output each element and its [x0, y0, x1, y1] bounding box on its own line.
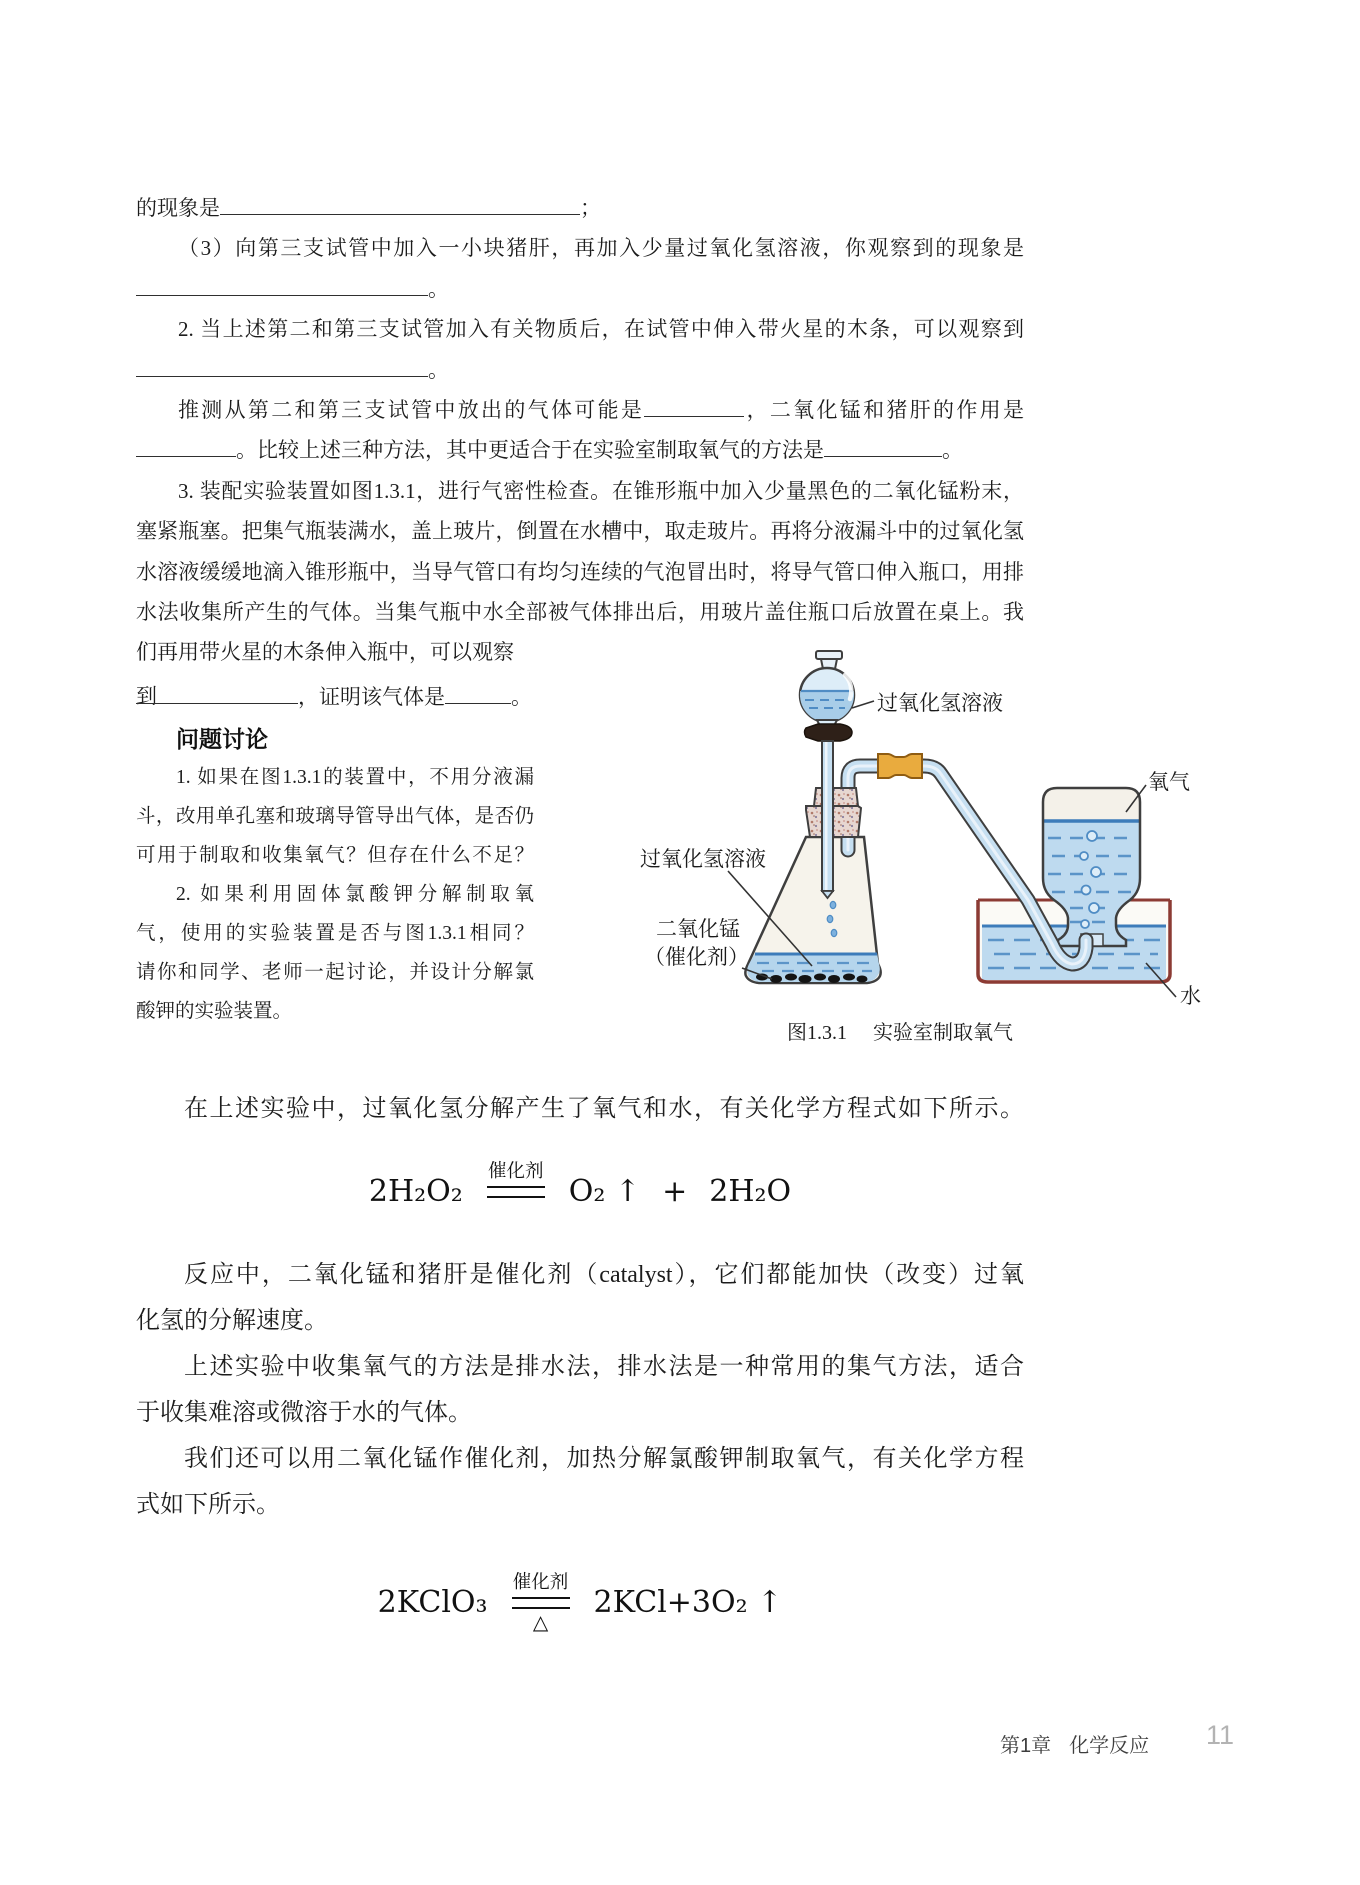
eq2-lhs: 2KClO₃: [377, 1585, 488, 1620]
tube-highlight: [825, 742, 828, 890]
eq1-rhs-water: 2H₂O: [709, 1174, 792, 1209]
label-catalyst: （催化剂）: [644, 945, 749, 969]
funnel-mouth: [816, 651, 842, 659]
text-line: [136, 430, 1024, 470]
text-line: （3）向第三支试管中加入一小块猪肝，再加入少量过氧化氢溶液，你观察到的现象是: [178, 236, 1024, 261]
text-line: [136, 350, 1024, 390]
figure-caption-number: 图1.3.1: [787, 1022, 847, 1044]
line-text: 。: [428, 276, 449, 301]
fill-in-blank: [220, 194, 580, 215]
line-text: 推测从第二和第三支试管中放出的气体可能是: [178, 397, 645, 422]
footer-chapter: 第1章: [1000, 1735, 1052, 1757]
label-water: 水: [1180, 984, 1201, 1008]
discussion-line: 1. 如果在图1.3.1的装置中，不用分液漏: [176, 767, 534, 788]
leader-funnel-liquid: [852, 701, 874, 708]
text-line: [136, 269, 1024, 309]
narrative-section: [136, 1086, 1024, 1678]
discussion-line: 2. 如果利用固体氯酸钾分解制取氧: [176, 884, 534, 905]
discussion-line: 酸钾的实验装置。: [136, 1001, 293, 1022]
text-line: 化氢的分解速度。: [136, 1308, 328, 1334]
equals-double-line: [512, 1597, 570, 1609]
fill-in-blank: [136, 683, 298, 704]
left-column: [136, 630, 534, 1031]
label-funnel-liquid: 过氧化氢溶液: [877, 691, 1003, 715]
line-text: 。比较上述三种方法，其中更适合于在实验室制取氧气的方法是: [236, 438, 824, 463]
heat-triangle: △: [532, 1610, 549, 1634]
funnel-liquid: [800, 691, 854, 722]
page-footer: [1000, 1729, 1149, 1758]
discussion-line: 请你和同学、老师一起讨论，并设计分解氯: [136, 962, 534, 983]
text-line: 我们还可以用二氧化锰作催化剂，加热分解氯酸钾制取氧气，有关化学方程: [184, 1446, 1024, 1472]
figure-caption-title: 实验室制取氧气: [873, 1022, 1013, 1044]
fill-in-blank: [136, 436, 236, 457]
page-number: 11: [1206, 1720, 1235, 1750]
line-text: 。: [511, 685, 532, 709]
eq1-rhs-gas: O₂ ↑: [568, 1174, 641, 1209]
text-line: 于收集难溶或微溶于水的气体。: [136, 1400, 472, 1426]
line-text: ，二氧化锰和猪肝的作用是: [744, 397, 1024, 422]
line-text: 。: [428, 357, 449, 382]
fill-in-blank: [824, 436, 942, 457]
eq2-condition-stack: [512, 1573, 570, 1634]
text-line: 塞紧瓶塞。把集气瓶装满水，盖上玻片，倒置在水槽中，取走玻片。再将分液漏斗中的过氧化氢: [136, 519, 1024, 544]
line-text: ；: [580, 196, 601, 220]
text-line: 水法收集所产生的气体。当集气瓶中水全部被气体排出后，用玻片盖住瓶口后放置在桌上。我: [136, 599, 1024, 624]
discussion-line: 可用于制取和收集氧气？但存在什么不足？: [136, 845, 534, 866]
discussion-line: 气，使用的实验装置是否与图1.3.1相同？: [136, 923, 534, 944]
eq1-condition-stack: [487, 1162, 545, 1198]
label-oxygen: 氧气: [1148, 770, 1190, 794]
text-line: [136, 674, 534, 720]
discussion-line: 斗，改用单孔塞和玻璃导管导出气体，是否仍: [136, 806, 534, 827]
discussion-heading: 问题讨论: [176, 726, 268, 752]
fill-in-blank: [445, 683, 511, 704]
text-line: [136, 188, 1024, 228]
text-line: 式如下所示。: [136, 1492, 280, 1518]
text-line: 反应中，二氧化锰和猪肝是催化剂（catalyst），它们都能加快（改变）过氧: [184, 1262, 1024, 1288]
text-line: 2. 当上述第二和第三支试管加入有关物质后，在试管中伸入带火星的木条，可以观察到: [178, 317, 1024, 342]
apparatus-figure: [600, 645, 1220, 1008]
text-line: 水溶液缓缓地滴入锥形瓶中，当导气管口有均匀连续的气泡冒出时，将导气管口伸入瓶口，用排: [136, 559, 1024, 584]
eq1-condition: 催化剂: [488, 1162, 544, 1182]
fill-in-blank: [644, 396, 744, 417]
figure-caption: [700, 1016, 1100, 1045]
text-line: 3. 装配实验装置如图1.3.1，进行气密性检查。在锥形瓶中加入少量黑色的二氧化锰粉末，: [178, 478, 1024, 503]
worksheet-section: [136, 188, 1024, 632]
eq1-plus: +: [662, 1174, 688, 1209]
equation-1: [136, 1132, 1024, 1252]
text-line: 们再用带火星的木条伸入瓶中，可以观察到: [136, 640, 514, 708]
line-text: 的现象是: [136, 196, 220, 220]
eq2-condition: 催化剂: [512, 1573, 569, 1593]
fill-in-blank: [136, 356, 428, 377]
equals-double-line: [487, 1186, 545, 1198]
equation-2: [136, 1528, 1024, 1678]
text-line: 上述实验中收集氧气的方法是排水法，排水法是一种常用的集气方法，适合: [184, 1354, 1024, 1380]
label-flask-liquid: 过氧化氢溶液: [640, 847, 766, 871]
eq2-rhs: 2KCl+3O₂ ↑: [593, 1585, 783, 1620]
line-text: 。: [942, 438, 963, 463]
stopcock: [805, 724, 853, 741]
footer-section: 化学反应: [1069, 1735, 1150, 1757]
line-text: ，证明该气体是: [298, 685, 445, 709]
text-line: [136, 390, 1024, 430]
text-line: 在上述实验中，过氧化氢分解产生了氧气和水，有关化学方程式如下所示。: [184, 1096, 1024, 1122]
label-mno2: 二氧化锰: [656, 917, 740, 941]
eq1-lhs: 2H₂O₂: [368, 1174, 463, 1209]
rubber-connector: [878, 754, 922, 778]
fill-in-blank: [136, 275, 428, 296]
